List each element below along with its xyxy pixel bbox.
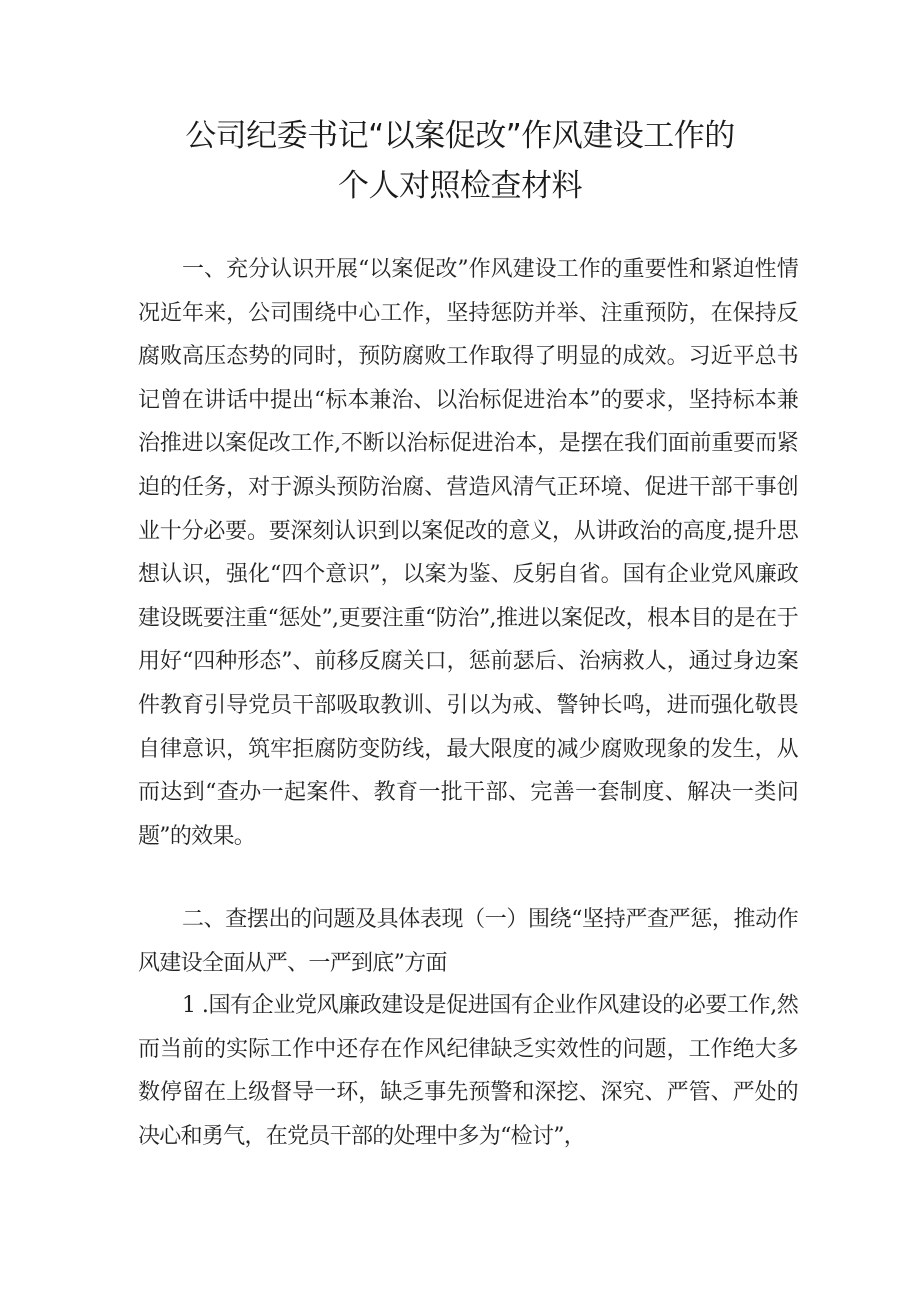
- paragraph-text: 1 .国有企业党风廉政建设是促进国有企业作风建设的必要工作,然而当前的实际工作中还存在作风纪律缺乏实效性的问题，工作绝大多数停留在上级督导一环，缺乏事先预警和深挖、深究、严管、严处的决心和勇气，在党员干部的处理中多为“检讨”，: [138, 993, 798, 1149]
- document-title-line-1: 公司纪委书记“以案促改”作风建设工作的: [185, 118, 735, 154]
- document-title-line-2: 个人对照检查材料: [338, 168, 582, 204]
- paragraph-problems-heading: [138, 898, 798, 985]
- paragraph-text: 二、查摆出的问题及具体表现（一）围绕“坚持严查严惩，推动作风建设全面从严、一严到底”方面: [138, 907, 798, 976]
- paragraph-awareness: [138, 248, 798, 858]
- paragraph-item-1: [138, 984, 798, 1158]
- paragraph-text: 一、充分认识开展“以案促改”作风建设工作的重要性和紧迫性情况近年来，公司围绕中心工作，坚持惩防并举、注重预防，在保持反腐败高压态势的同时，预防腐败工作取得了明显的成效。习近平总书记曾在讲话中提出“标本兼治、以治标促进治本”的要求，坚持标本兼治推进以案促改工作,不断以治标促进治本，是摆在我们面前重要而紧迫的任务，对于源头预防治腐、营造风清气正环境、促进干部干事创业十分必要。要深刻认识到以案促改的意义，从讲政治的高度,提升思想认识，强化“四个意识”，以案为鉴、反躬自省。国有企业党风廉政建设既要注重“惩处”,更要注重“防治”,推进以案促改，根本目的是在于用好“四种形态”、前移反腐关口，惩前瑟后、治病救人，通过身边案件教育引导党员干部吸取教训、引以为戒、警钟长鸣，进而强化敬畏自律意识，筑牢拒腐防变防线，最大限度的减少腐败现象的发生，从而达到“查办一起案件、教育一批干部、完善一套制度、解决一类问题”的效果。: [138, 257, 798, 849]
